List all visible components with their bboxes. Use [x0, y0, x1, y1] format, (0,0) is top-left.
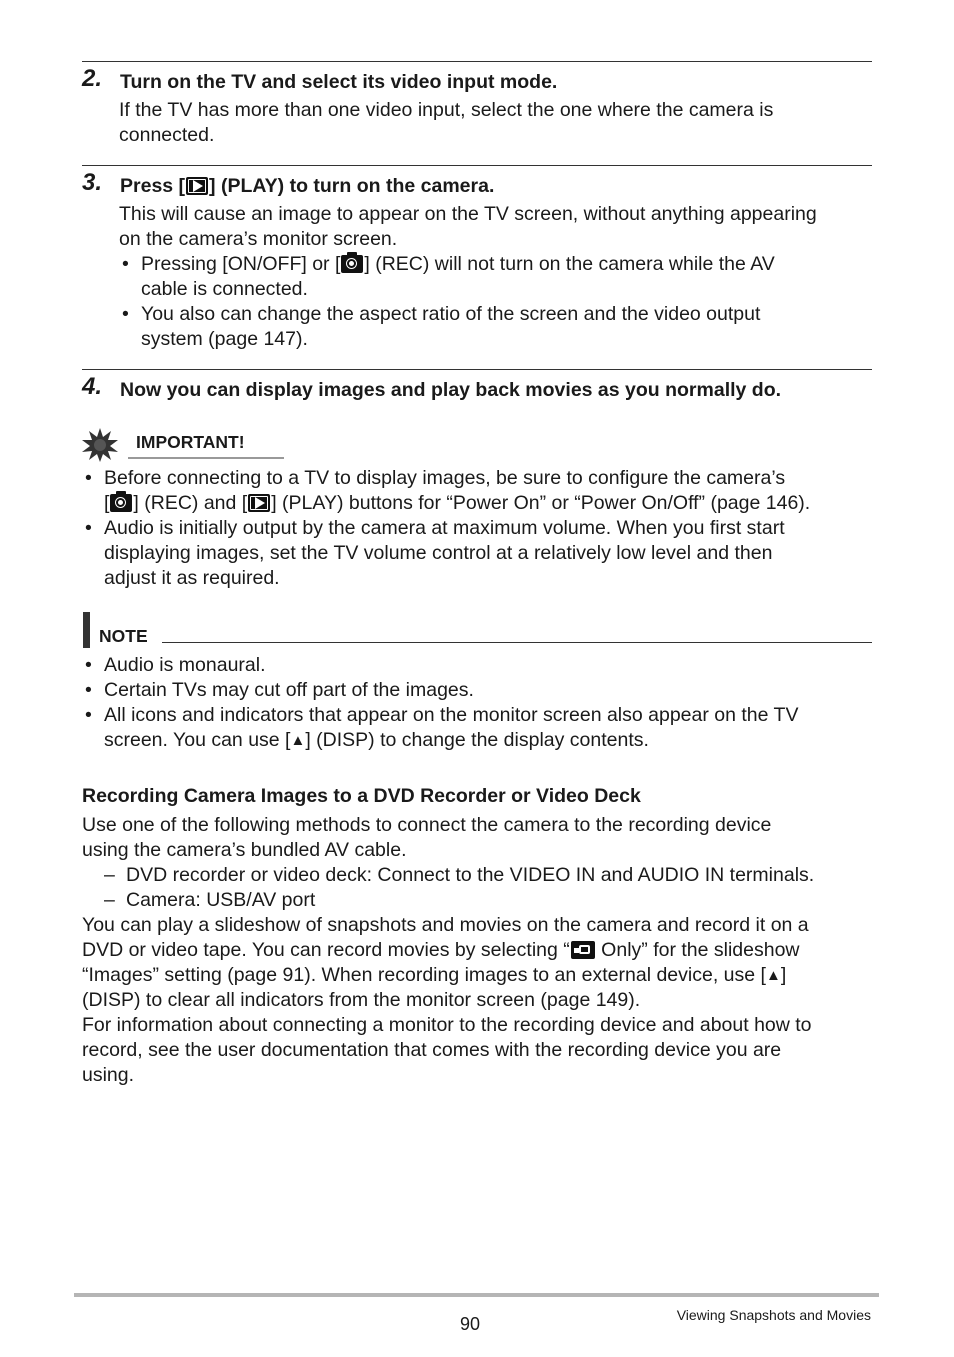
important-b1-part-c: ] (PLAY) buttons for “Power On” or “Power On/Off” (page 146).: [271, 492, 811, 514]
camera-icon: [110, 494, 132, 512]
camera-icon: [341, 255, 363, 273]
step-3-number: 3.: [82, 169, 103, 196]
section-dash-1: DVD recorder or video deck: Connect to the VIDEO IN and AUDIO IN terminals.: [126, 864, 815, 886]
important-bullet-2-line-2: displaying images, set the TV volume control at a relatively low level and then: [104, 542, 773, 564]
bullet-marker: •: [85, 517, 92, 539]
step-3-title-pre: Press [: [120, 175, 186, 197]
divider-step-4: [82, 369, 872, 370]
step-3-body-line-2: on the camera’s monitor screen.: [119, 228, 398, 250]
section-intro-line-1: Use one of the following methods to connect the camera to the recording device: [82, 814, 772, 836]
play-icon: [186, 177, 208, 195]
section-p3-line-1: For information about connecting a monitor to the recording device and about how to: [82, 1014, 812, 1036]
play-icon: [248, 494, 270, 512]
step-3-body-line-1: This will cause an image to appear on the TV screen, without anything appearing: [119, 203, 817, 225]
step-2-body-line-1: If the TV has more than one video input, select the one where the camera is: [119, 99, 774, 121]
bullet-marker: •: [85, 467, 92, 489]
important-heading: [82, 428, 292, 460]
slideshow-movie-icon: [571, 941, 595, 959]
burst-icon: [82, 428, 118, 462]
important-underline: [128, 457, 284, 459]
section-p2-l2-post: Only” for the slideshow: [595, 939, 800, 961]
step-4-title: Now you can display images and play back movies as you normally do.: [120, 379, 782, 401]
note-bullet-3-line-1: All icons and indicators that appear on the monitor screen also appear on the TV: [104, 704, 799, 726]
note-bar: [83, 612, 90, 648]
note-bullet-2: Certain TVs may cut off part of the images.: [104, 679, 474, 701]
section-title: Recording Camera Images to a DVD Recorder or Video Deck: [82, 785, 641, 807]
dash-marker: –: [104, 864, 115, 886]
bullet-marker: •: [122, 253, 129, 275]
section-p2-l3-post: ]: [780, 964, 787, 986]
note-bullet-3-line-2: [104, 728, 649, 753]
bullet-marker: •: [85, 654, 92, 676]
step-3-bullet-1-line-2: cable is connected.: [141, 278, 308, 300]
important-bullet-2-line-3: adjust it as required.: [104, 567, 280, 589]
step-3-title-post: ] (PLAY) to turn on the camera.: [209, 175, 495, 197]
section-p2-line-4: (DISP) to clear all indicators from the monitor screen (page 149).: [82, 989, 641, 1011]
section-p3-line-2: record, see the user documentation that comes with the recording device you are: [82, 1039, 782, 1061]
important-bullet-1-line-2: [104, 491, 810, 516]
section-intro-line-2: using the camera’s bundled AV cable.: [82, 839, 407, 861]
step-4-number: 4.: [82, 373, 103, 400]
note-label: NOTE: [99, 626, 148, 646]
important-bullet-2-line-1: Audio is initially output by the camera at maximum volume. When you first start: [104, 517, 785, 539]
section-p2-line-3: [82, 963, 786, 988]
up-triangle-icon: ▲: [765, 967, 781, 984]
footer-chapter-title: Viewing Snapshots and Movies: [676, 1307, 871, 1323]
bullet-marker: •: [85, 679, 92, 701]
footer-rule: [74, 1293, 879, 1297]
section-p3-line-3: using.: [82, 1064, 135, 1086]
step-3-title: [120, 175, 494, 198]
step-3-bullet-1-line-1: [141, 252, 775, 277]
step-3-bullet-1-post: ] (REC) will not turn on the camera while the AV: [364, 253, 775, 275]
dash-marker: –: [104, 889, 115, 911]
section-dash-2: Camera: USB/AV port: [126, 889, 316, 911]
section-p2-line-1: You can play a slideshow of snapshots and movies on the camera and record it on a: [82, 914, 809, 936]
bullet-marker: •: [122, 303, 129, 325]
step-2-title: Turn on the TV and select its video input mode.: [120, 71, 558, 93]
section-p2-line-2: [82, 938, 800, 963]
step-3-bullet-2-line-1: You also can change the aspect ratio of the screen and the video output: [141, 303, 761, 325]
divider-step-2: [82, 61, 872, 62]
note-rule: [162, 642, 872, 643]
step-3-bullet-1-pre: Pressing [ON/OFF] or [: [141, 253, 341, 275]
step-3-bullet-2-line-2: system (page 147).: [141, 328, 308, 350]
important-b1-part-b: ] (REC) and [: [133, 492, 248, 514]
important-b1-part-a: [: [104, 492, 110, 514]
step-2-number: 2.: [82, 65, 103, 92]
step-2-body-line-2: connected.: [119, 124, 215, 146]
important-bullet-1-line-1: Before connecting to a TV to display images, be sure to configure the camera’s: [104, 467, 786, 489]
section-p2-l2-pre: DVD or video tape. You can record movies by selecting “: [82, 939, 570, 961]
divider-step-3: [82, 165, 872, 166]
bullet-marker: •: [85, 704, 92, 726]
note-b3-post: ] (DISP) to change the display contents.: [305, 729, 649, 751]
up-triangle-icon: ▲: [290, 732, 306, 749]
section-p2-l3-pre: “Images” setting (page 91). When recording images to an external device, use [: [82, 964, 766, 986]
note-bullet-1: Audio is monaural.: [104, 654, 266, 676]
important-label: IMPORTANT!: [136, 432, 245, 452]
page-number: 90: [460, 1314, 481, 1334]
note-b3-pre: screen. You can use [: [104, 729, 291, 751]
